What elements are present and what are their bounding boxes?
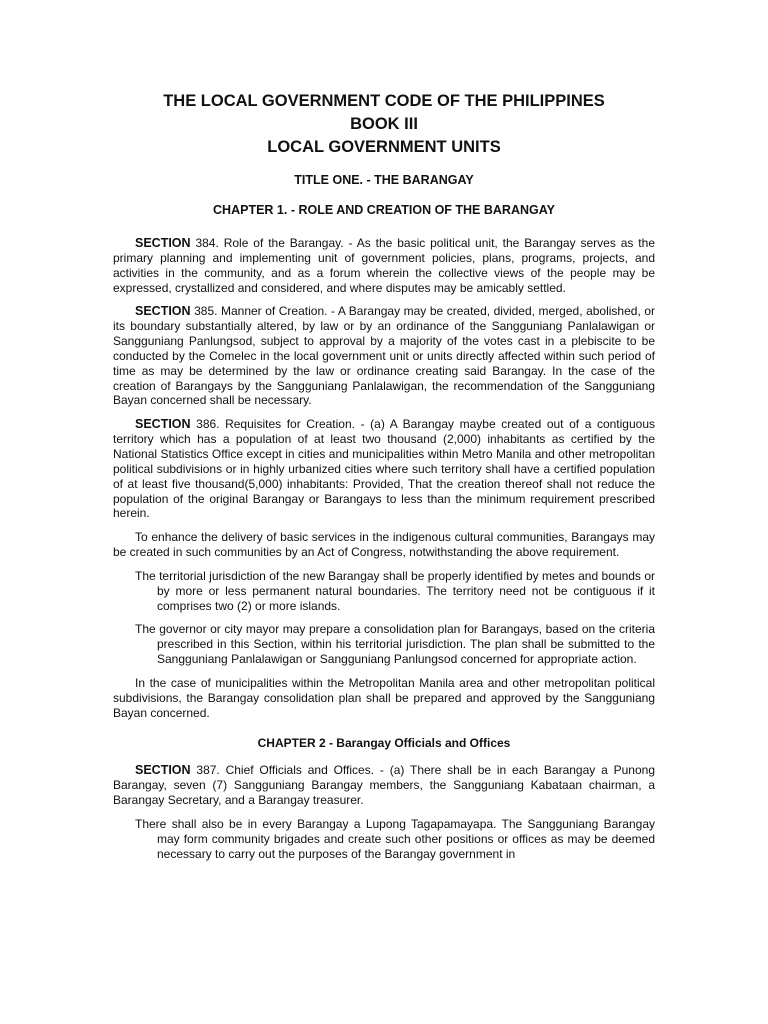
- section-384-paragraph: [113, 236, 655, 295]
- section-text: 385. Manner of Creation. - A Barangay may be created, divided, merged, abolished, or its boundary substantially altered, by law or by an ordinance of the Sangguniang Panlalawigan or Sangguniang Panlungsod, subject to approval by a majority of the votes cast in a plebiscite to be conducted by the Comelec in the local government unit or units directly affected within such period of time as may be determined by the law or ordinance creating said Barangay. In the case of the creation of Barangays by the Sangguniang Panlalawigan, the recommendation of the Sangguniang Bayan concerned shall be necessary.: [113, 304, 655, 408]
- lupong-tagapamayapa-paragraph: There shall also be in every Barangay a Lupong Tagapamayapa. The Sangguniang Barangay may form community brigades and create such other positions or offices as may be deemed necessary to carry out the purposes of the Barangay government in: [135, 817, 655, 861]
- section-385-paragraph: [113, 304, 655, 408]
- title-heading: TITLE ONE. - THE BARANGAY: [294, 173, 474, 187]
- document-title: THE LOCAL GOVERNMENT CODE OF THE PHILIPPINES: [163, 92, 605, 110]
- section-text: 384. Role of the Barangay. - As the basic political unit, the Barangay serves as the primary planning and implementing unit of government policies, plans, programs, projects, and activities in the community, and as a forum wherein the collective views of the people may be expressed, crystallized and considered, and where disputes may be amicably settled.: [113, 236, 655, 295]
- chapter-1-heading: CHAPTER 1. - ROLE AND CREATION OF THE BARANGAY: [213, 203, 555, 217]
- indigenous-communities-paragraph: To enhance the delivery of basic services in the indigenous cultural communities, Barangays may be created in such communities by an Act of Congress, notwithstanding the above requirement.: [113, 530, 655, 560]
- book-subheading: LOCAL GOVERNMENT UNITS: [267, 138, 501, 156]
- section-text: 386. Requisites for Creation. - (a) A Barangay maybe created out of a contiguous territory which has a population of at least two thousand (2,000) inhabitants as certified by the National Statistics Office except in cities and municipalities within Metro Manila and other metropolitan political subdivisions or in highly urbanized cities where such territory shall have a certified population of at least five thousand(5,000) inhabitants: Provided, That the creation thereof shall not reduce the population of the original Barangay or Barangays to less than the minimum requirement prescribed herein.: [113, 417, 655, 521]
- section-label: SECTION: [135, 236, 191, 250]
- section-label: SECTION: [135, 763, 191, 778]
- metro-manila-paragraph: In the case of municipalities within the Metropolitan Manila area and other metropolitan political subdivisions, the Barangay consolidation plan shall be prepared and approved by the Sangguniang Bayan concerned.: [113, 675, 655, 720]
- section-text: 387. Chief Officials and Offices. - (a) There shall be in each Barangay a Punong Barangay, seven (7) Sangguniang Barangay members, the Sangguniang Kabataan chairman, a Barangay Secretary, and a Barangay treasurer.: [113, 763, 655, 808]
- section-386-paragraph: [113, 417, 655, 521]
- consolidation-plan-paragraph: The governor or city mayor may prepare a consolidation plan for Barangays, based on the criteria prescribed in this Section, within his territorial jurisdiction. The plan shall be submitted to the Sangguniang Panlalawigan or Sangguniang Panlungsod concerned for appropriate action.: [135, 622, 655, 667]
- section-387-paragraph: [113, 763, 655, 808]
- territorial-jurisdiction-paragraph: The territorial jurisdiction of the new Barangay shall be properly identified by metes and bounds or by more or less permanent natural boundaries. The territory need not be contiguous if it comprises two (2) or more islands.: [135, 568, 655, 613]
- section-label: SECTION: [135, 304, 191, 319]
- section-label: SECTION: [135, 417, 191, 432]
- book-heading: BOOK III: [350, 115, 418, 133]
- chapter-2-heading: CHAPTER 2 - Barangay Officials and Offices: [257, 736, 511, 751]
- document-page: [113, 90, 655, 871]
